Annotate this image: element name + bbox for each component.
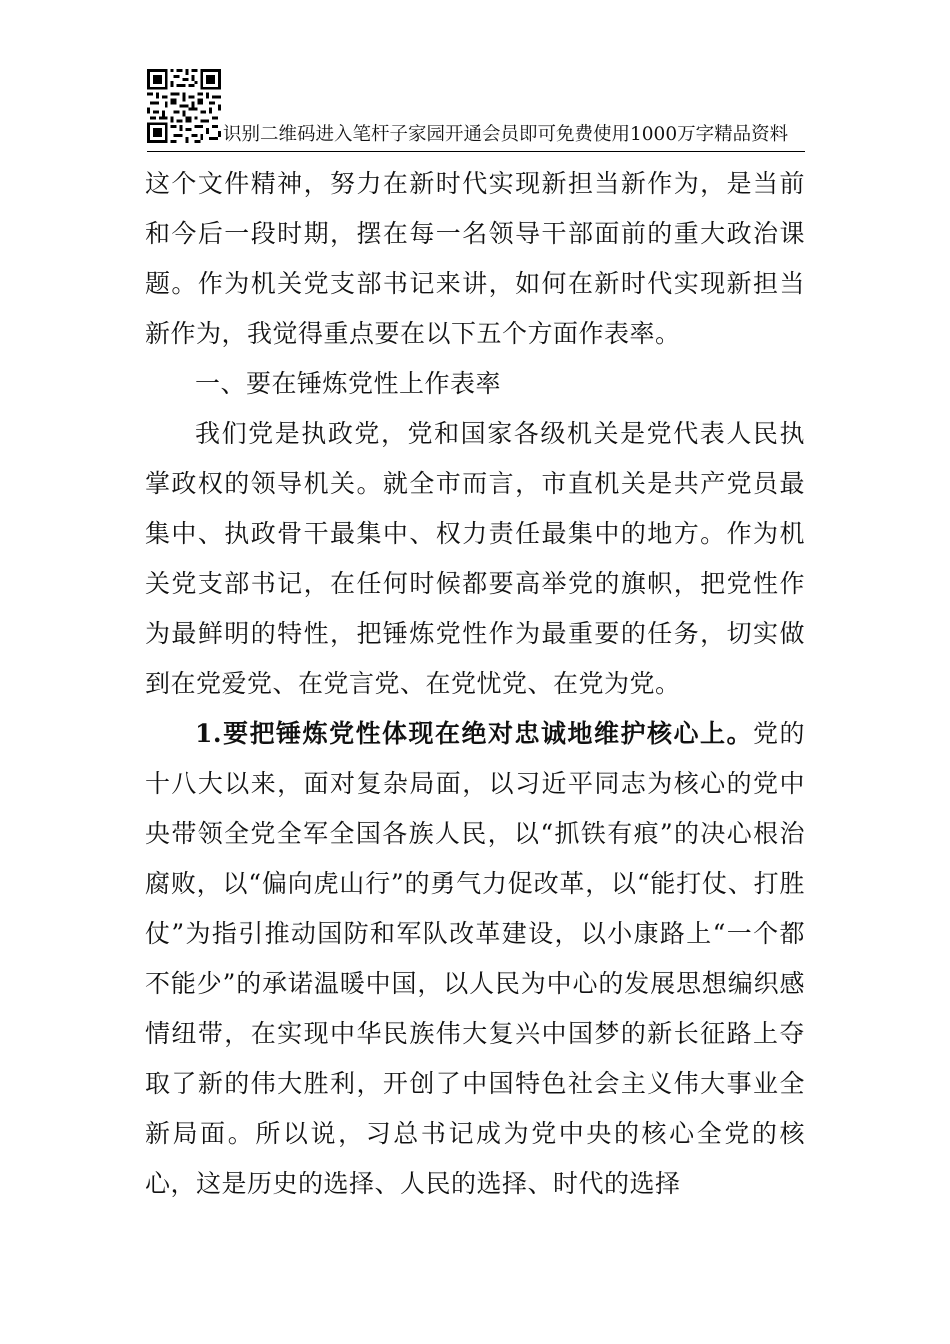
qr-code-icon [147, 69, 221, 143]
section-heading: 一、要在锤炼党性上作表率 [195, 369, 502, 398]
section-paragraph: 我们党是执政党，党和国家各级机关是党代表人民执掌政权的领导机关。就全市而言，市直机关是共产党员最集中、执政骨干最集中、权力责任最集中的地方。作为机关党支部书记，在任何时候都要高举党的旗帜，把党性作为最鲜明的特性，把锤炼党性作为最重要的任务，切实做到在党爱党、在党言党、在党忧党、在党为党。 [145, 419, 805, 698]
document-body [145, 159, 805, 1209]
header-divider [147, 151, 805, 152]
point-lead-text: 1.要把锤炼党性体现在绝对忠诚地维护核心上。 [195, 719, 753, 748]
header-promo-text: 识别二维码进入笔杆子家园开通会员即可免费使用1000万字精品资料 [223, 124, 789, 145]
point-body-text: 党的十八大以来，面对复杂局面，以习近平同志为核心的党中央带领全党全军全国各族人民，以“抓铁有痕”的决心根治腐败，以“偏向虎山行”的勇气力促改革，以“能打仗、打胜仗”为指引推动国防和军队改革建设，以小康路上“一个都不能少”的承诺温暖中国，以人民为中心的发展思想编织感情纽带，在实现中华民族伟大复兴中国梦的新长征路上夺取了新的伟大胜利，开创了中国特色社会主义伟大事业全新局面。所以说，习总书记成为党中央的核心全党的核心，这是历史的选择、人民的选择、时代的选择 [145, 719, 805, 1198]
intro-paragraph: 这个文件精神，努力在新时代实现新担当新作为，是当前和今后一段时期，摆在每一名领导干部面前的重大政治课题。作为机关党支部书记来讲，如何在新时代实现新担当新作为，我觉得重点要在以下五个方面作表率。 [145, 169, 805, 348]
point-paragraph [145, 709, 805, 1209]
